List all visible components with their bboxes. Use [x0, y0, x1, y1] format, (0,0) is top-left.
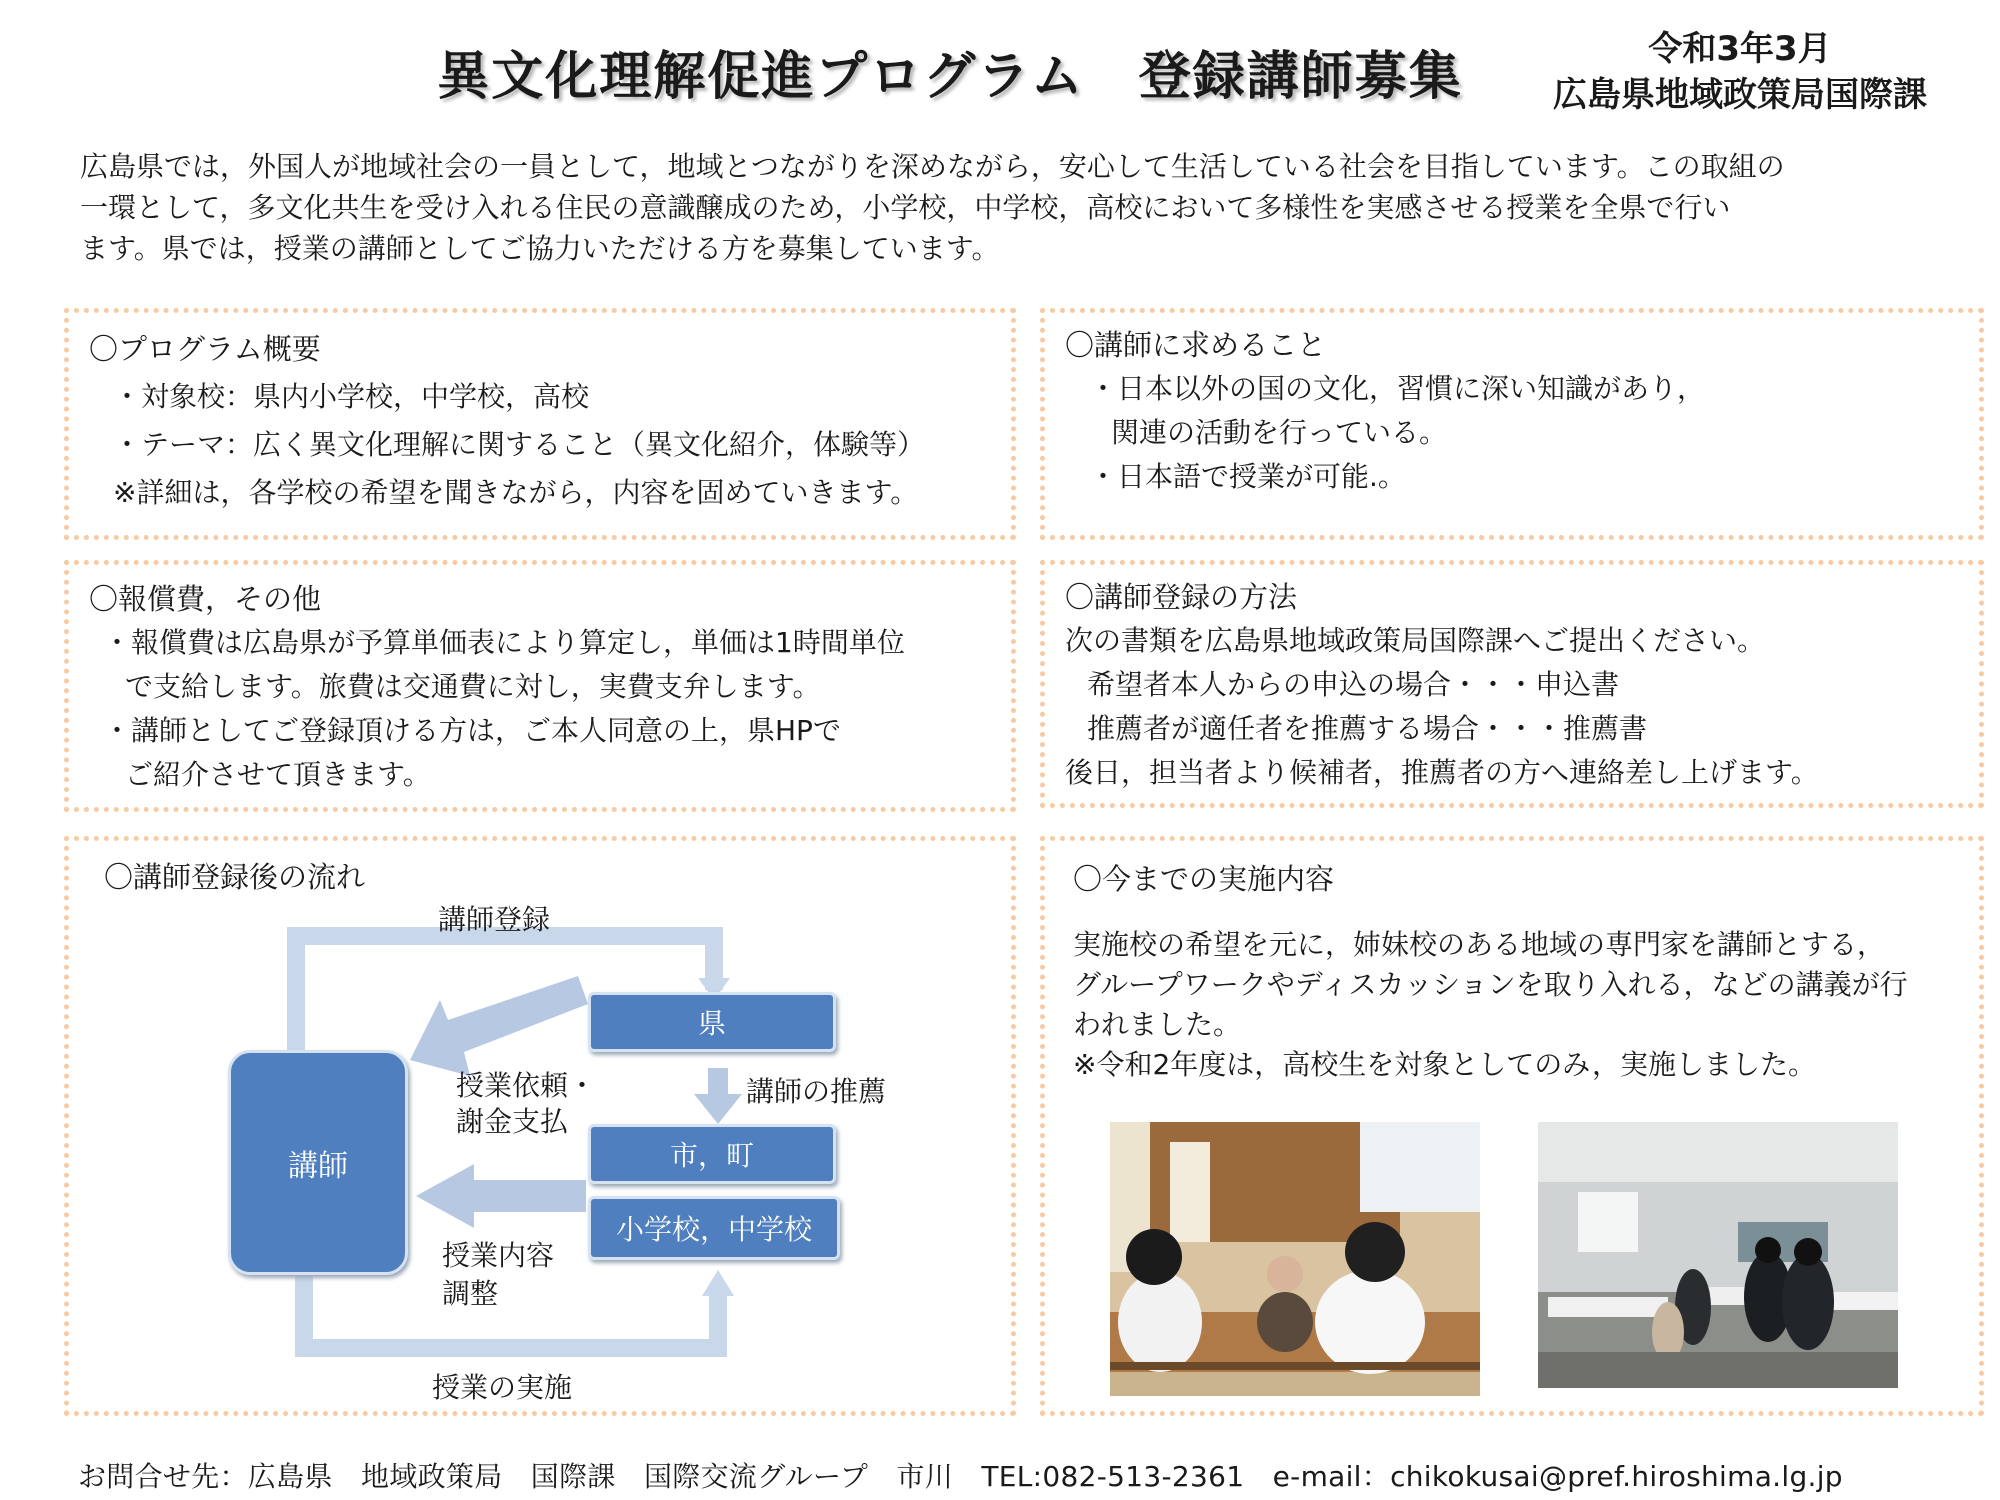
adjust-arrow	[416, 1164, 586, 1228]
label-register: 講師登録	[438, 903, 551, 936]
implement-arrow-head	[702, 1270, 734, 1296]
flow-heading: 〇講師登録後の流れ	[104, 860, 366, 894]
past-heading: 〇今までの実施内容	[1073, 862, 1335, 896]
request-arrow	[410, 976, 588, 1076]
fees-heading: 〇報償費，その他	[89, 582, 322, 616]
label-request: 授業依頼・	[456, 1069, 597, 1102]
registration-line-3: 推薦者が適任者を推薦する場合・・・推薦書	[1087, 712, 1648, 745]
fees-item-1a: ・報償費は広島県が予算単価表により算定し，単価は1時間単位	[103, 626, 905, 659]
classroom-photo-2	[1538, 1122, 1898, 1388]
label-adjust-2: 調整	[442, 1277, 499, 1310]
registration-line-2: 希望者本人からの申込の場合・・・申込書	[1087, 668, 1620, 701]
overview-note: ※詳細は，各学校の希望を聞きながら，内容を固めていきます。	[113, 476, 919, 509]
classroom-photo-1	[1110, 1122, 1480, 1396]
past-line-1: 実施校の希望を元に，姉妹校のある地域の専門家を講師とする，	[1073, 928, 1886, 961]
requirements-item-2: ・日本語で授業が可能.。	[1089, 460, 1406, 493]
past-line-2: グループワークやディスカッションを取り入れる，などの講義が行	[1073, 968, 1908, 1001]
node-teacher: 講師	[228, 1050, 408, 1275]
label-recommend: 講師の推薦	[746, 1075, 887, 1108]
implement-arrow	[304, 1276, 718, 1348]
label-implement: 授業の実施	[432, 1371, 573, 1404]
fees-item-1b: で支給します。旅費は交通費に対し，実費支弁します。	[125, 670, 821, 703]
past-line-3: われました。	[1073, 1008, 1242, 1041]
recommend-arrow	[694, 1068, 742, 1124]
registration-line-4: 後日，担当者より候補者，推薦者の方へ連絡差し上げます。	[1065, 756, 1819, 789]
requirements-heading: 〇講師に求めること	[1065, 328, 1327, 362]
requirements-item-1a: ・日本以外の国の文化，習慣に深い知識があり，	[1089, 372, 1706, 405]
registration-line-1: 次の書類を広島県地域政策局国際課へご提出ください。	[1065, 624, 1766, 657]
label-adjust-1: 授業内容	[442, 1239, 555, 1272]
issue-date: 令和3年3月	[1648, 29, 1832, 69]
overview-target: ・対象校：県内小学校，中学校，高校	[113, 380, 590, 413]
past-line-4: ※令和2年度は，高校生を対象としてのみ，実施しました。	[1073, 1048, 1816, 1081]
intro-line-3: ます。県では，授業の講師としてご協力いただける方を募集しています。	[80, 232, 1000, 265]
overview-theme: ・テーマ：広く異文化理解に関すること（異文化紹介，体験等）	[113, 428, 926, 461]
node-city: 市，町	[588, 1124, 836, 1184]
issuer-department: 広島県地域政策局国際課	[1553, 75, 1927, 115]
overview-heading: 〇プログラム概要	[89, 332, 321, 366]
page-title: 異文化理解促進プログラム 登録講師募集	[437, 47, 1463, 107]
fees-item-2b: ご紹介させて頂きます。	[125, 758, 431, 791]
requirements-item-1b: 関連の活動を行っている。	[1111, 416, 1448, 449]
fees-item-2a: ・講師としてご登録頂ける方は，ご本人同意の上，県HPで	[103, 714, 841, 747]
node-school: 小学校，中学校	[588, 1196, 840, 1260]
node-prefecture: 県	[588, 992, 836, 1052]
label-payment: 謝金支払	[456, 1105, 569, 1138]
intro-line-2: 一環として，多文化共生を受け入れる住民の意識醸成のため，小学校，中学校，高校において多様性を実感させる授業を全県で行い	[80, 191, 1731, 224]
contact-info: お問合せ先：広島県 地域政策局 国際課 国際交流グループ 市川 TEL:082-513-2361 e-mail：chikokusai@pref.hiroshima.lg.jp	[78, 1460, 1843, 1493]
intro-line-1: 広島県では，外国人が地域社会の一員として，地域とつながりを深めながら，安心して生活している社会を目指しています。この取組の	[80, 150, 1785, 183]
registration-heading: 〇講師登録の方法	[1065, 580, 1298, 614]
